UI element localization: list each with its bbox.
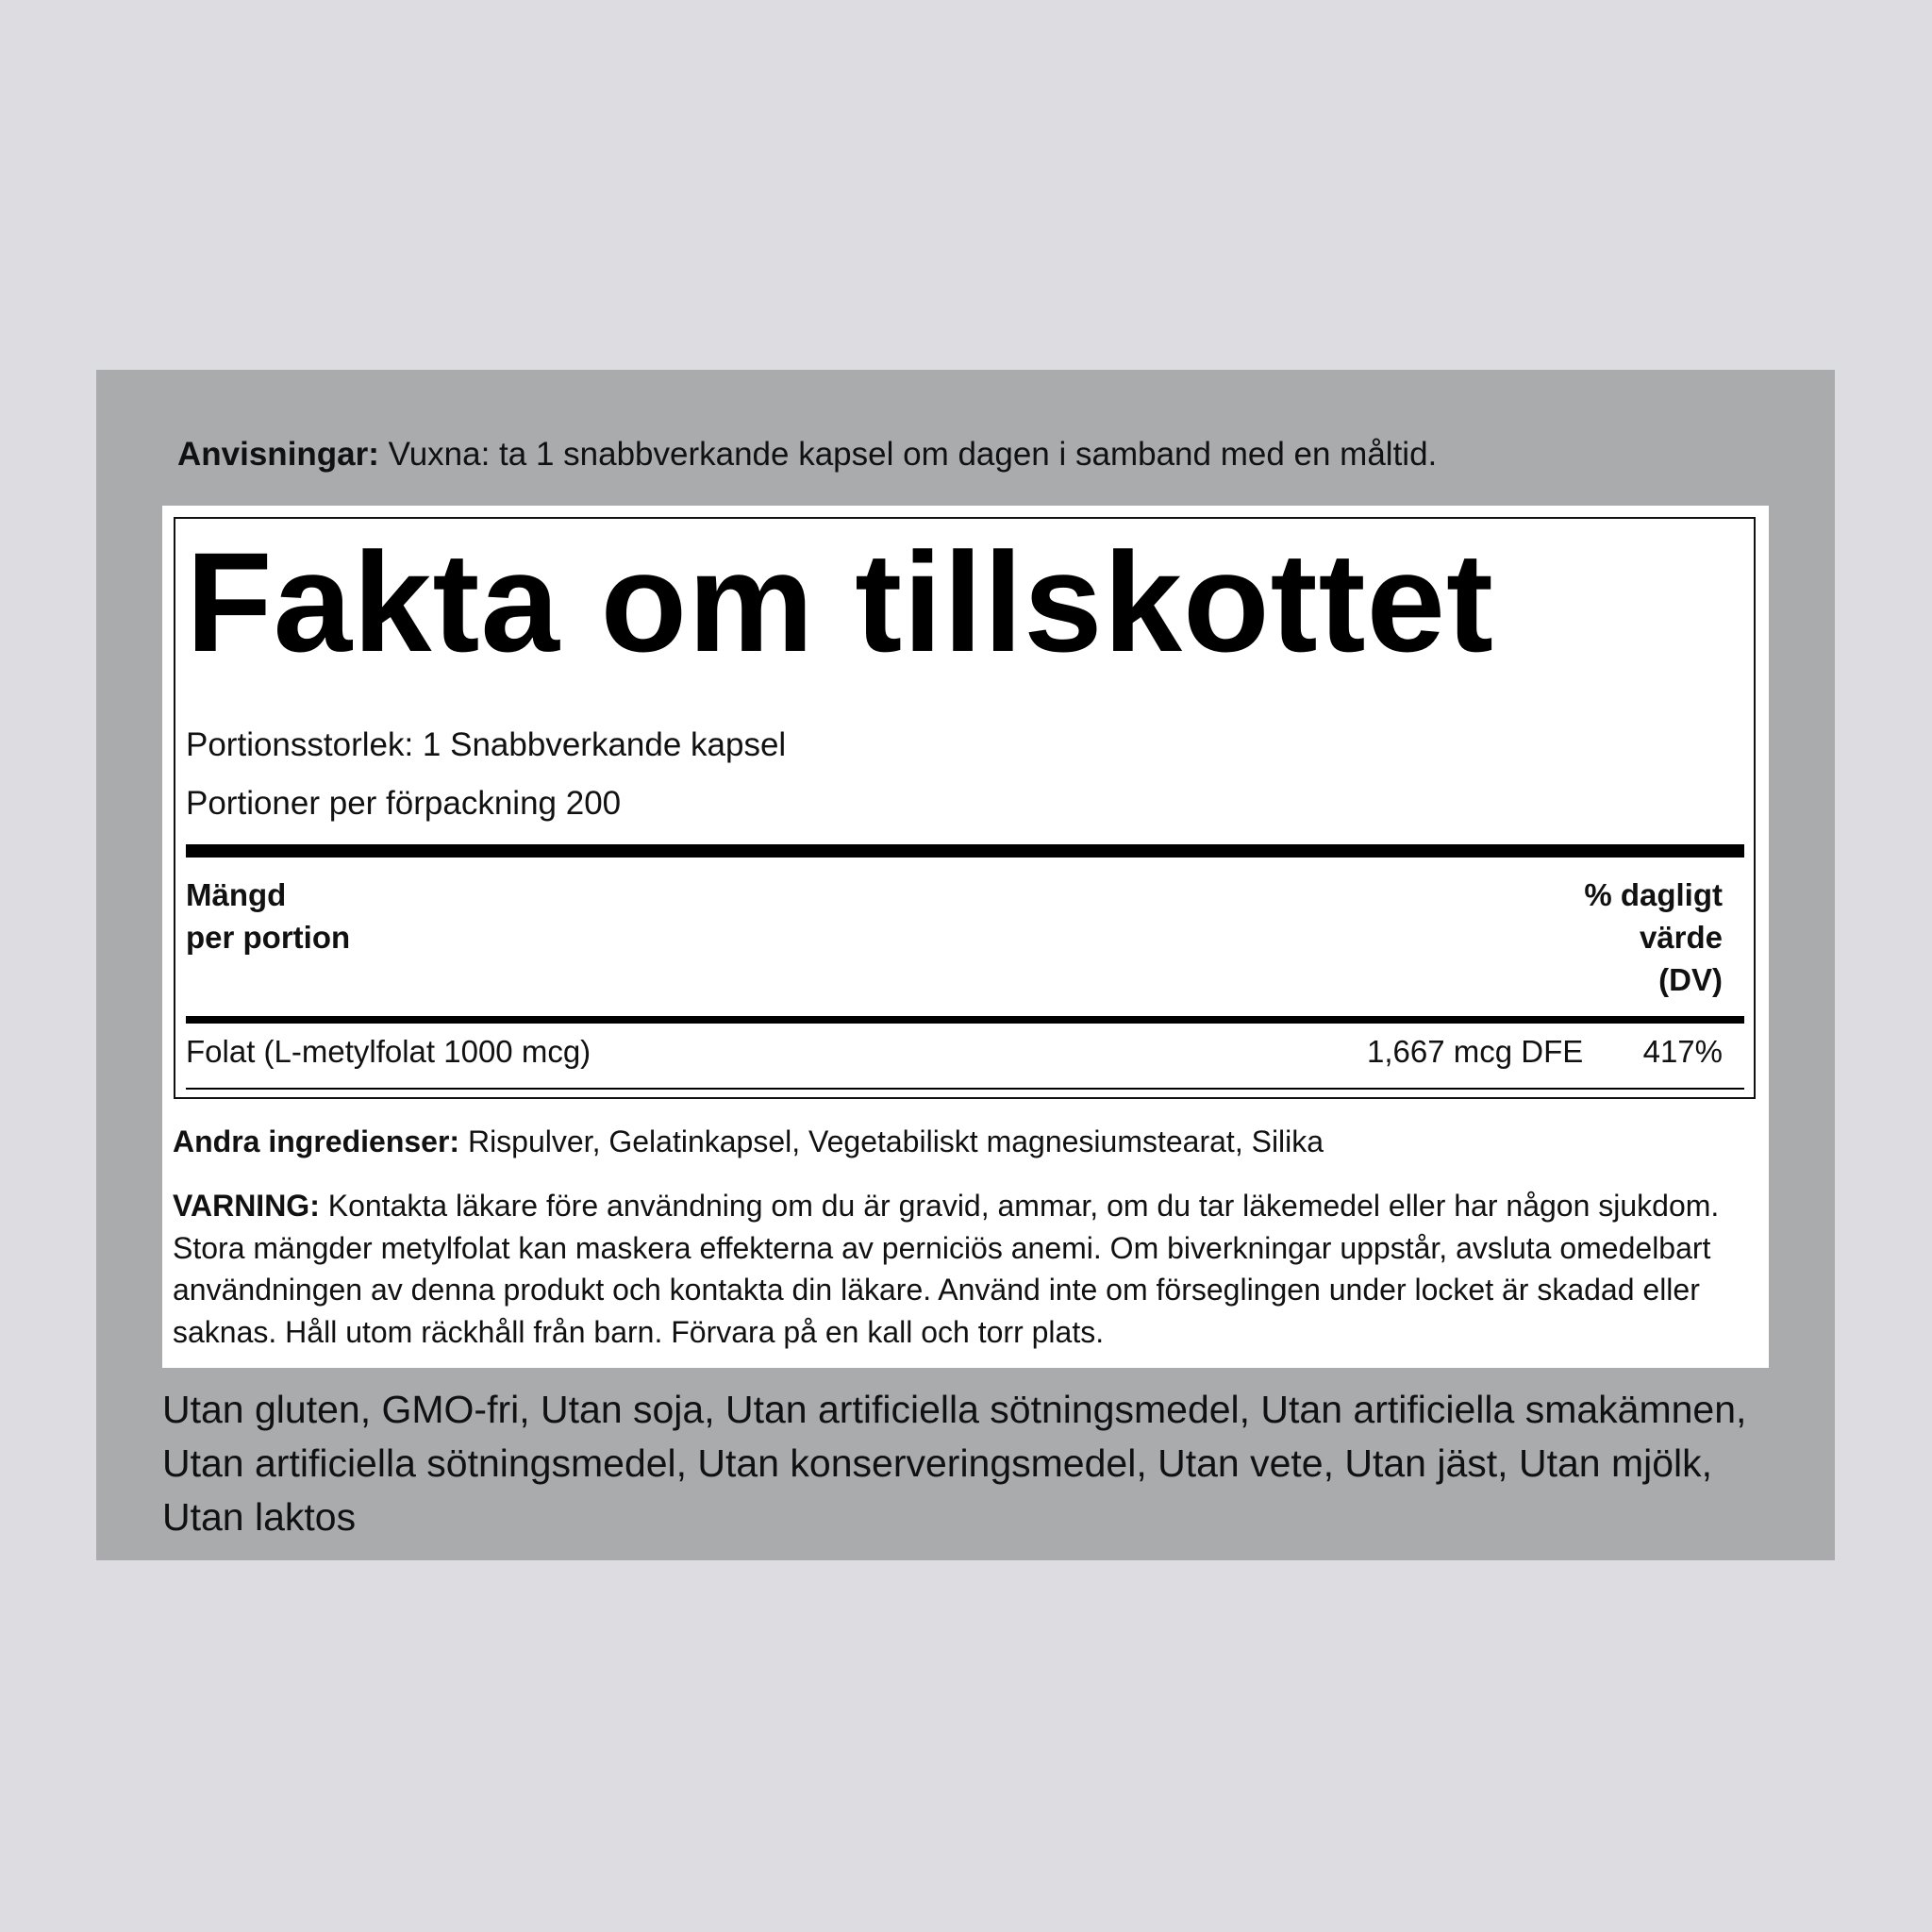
nutrient-daily-value: 417% <box>1642 1034 1723 1069</box>
warning-label: VARNING: <box>173 1189 320 1223</box>
other-ingredients-text: Rispulver, Gelatinkapsel, Vegetabiliskt magnesiumstearat, Silika <box>459 1124 1324 1158</box>
serving-size: Portionsstorlek: 1 Snabbverkande kapsel <box>186 726 787 763</box>
dv-header-line1: % dagligt <box>1584 877 1723 912</box>
amount-header-line2: per portion <box>186 920 351 955</box>
supplement-facts-title: Fakta om tillskottet <box>186 523 1494 681</box>
servings-per-container: Portioner per förpackning 200 <box>186 785 622 822</box>
warning <box>173 1185 1757 1353</box>
free-from-claims: Utan gluten, GMO-fri, Utan soja, Utan artificiella sötningsmedel, Utan artificiella smakämnen, Utan artificiella sötningsmedel, Utan konserveringsmedel, Utan vete, Utan jäst, Utan mjölk, Utan laktos <box>162 1388 1747 1539</box>
warning-text: Kontakta läkare före användning om du är gravid, ammar, om du tar läkemedel eller har någon sjukdom. Stora mängder metylfolat kan maskera effekterna av perniciös anemi. Om biverkningar uppstår, avsluta omedelbart användningen av denna produkt och kontakta din läkare. Använd inte om förseglingen under locket är skadad eller saknas. Håll utom räckhåll från barn. Förvara på en kall och torr plats. <box>173 1189 1720 1349</box>
other-ingredients <box>173 1121 1324 1162</box>
nutrient-amount: 1,667 mcg DFE <box>1367 1034 1584 1069</box>
nutrient-name: Folat (L-metylfolat 1000 mcg) <box>186 1034 591 1069</box>
other-ingredients-label: Andra ingredienser: <box>173 1124 460 1158</box>
directions-label: Anvisningar: <box>177 436 379 473</box>
directions-text: Vuxna: ta 1 snabbverkande kapsel om dagen i samband med en måltid. <box>378 436 1438 473</box>
dv-header-line2: värde <box>1639 920 1723 955</box>
divider-medium <box>186 1016 1744 1024</box>
divider-thick <box>186 844 1744 858</box>
divider-thin <box>186 1088 1744 1090</box>
directions <box>177 432 1437 477</box>
amount-per-serving-header <box>186 874 563 958</box>
daily-value-header <box>1440 874 1723 1001</box>
dv-header-line3: (DV) <box>1658 962 1723 997</box>
amount-header-line1: Mängd <box>186 877 287 912</box>
